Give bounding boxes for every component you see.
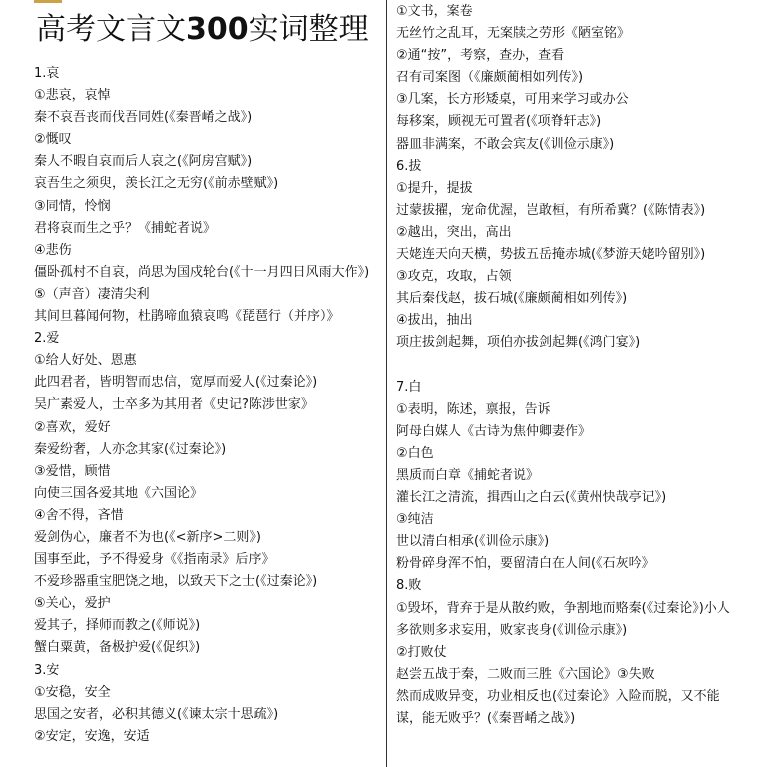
text-line: ①毁坏，背弃于是从散约败，争割地而赂秦(《过秦论》)小人多欲则多求妄用，败家丧身(《训俭示康》) <box>396 600 730 638</box>
text-line: 然而成败异变，功业相反也(《过秦论》入险而脱，又不能谋，能无败乎？(《秦晋崤之战》) <box>396 688 720 726</box>
text-line: 向使三国各爱其地《六国论》 <box>34 485 204 501</box>
text-line: 6.拔 <box>396 158 422 174</box>
text-line: ③同情，怜悯 <box>34 198 111 214</box>
text-line: 器皿非满案，不敢会宾友(《训俭示康》) <box>396 136 615 152</box>
text-line: 灌长江之清流，揖西山之白云(《黄州快哉亭记》) <box>396 490 667 506</box>
text-line: 世以清白相承(《训俭示康》) <box>396 534 550 550</box>
text-line: 其间旦暮闻何物，杜鹃啼血猿哀鸣《琵琶行（并序）》 <box>34 309 340 325</box>
text-line: 秦爱纷奢，人亦念其家(《过秦论》) <box>34 441 227 457</box>
text-line: 7.白 <box>396 379 422 395</box>
title-suffix: 实词整理 <box>248 12 369 47</box>
blank-line <box>396 355 738 377</box>
header-accent-mark <box>34 0 62 3</box>
text-line: 项庄拔剑起舞，项伯亦拔剑起舞(《鸿门宴》) <box>396 335 641 351</box>
text-line: ②安定，安逸，安适 <box>34 728 150 744</box>
page-title <box>36 10 369 50</box>
text-line: 3.安 <box>34 662 60 678</box>
text-line: ④悲伤 <box>34 242 72 258</box>
text-line: ②慨叹 <box>34 132 72 148</box>
left-column <box>34 63 380 748</box>
text-line: 其后秦伐赵，拔石城(《廉颇蔺相如列传》) <box>396 291 628 307</box>
text-line: 僵卧孤村不自哀，尚思为国戍轮台(《十一月四日风雨大作》) <box>34 264 370 280</box>
text-line: 国事至此，予不得爱身《《指南录》后序》 <box>34 552 275 568</box>
text-line: ①提升，提拔 <box>396 180 473 196</box>
text-line: ②通“按”，考察，查办，查看 <box>396 48 565 64</box>
text-line: ②打败仗 <box>396 644 447 660</box>
text-line: 此四君者，皆明智而忠信，宽厚而爱人(《过秦论》) <box>34 375 318 391</box>
text-line: 召有司案图（《廉颇蔺相如列传》) <box>396 70 584 86</box>
text-line: 秦不哀吾丧而伐吾同姓(《秦晋崤之战》) <box>34 110 253 126</box>
text-line: ③攻克，攻取，占领 <box>396 269 512 285</box>
text-line: ①文书，案卷 <box>396 4 473 19</box>
text-line: ⑤关心，爱护 <box>34 596 111 612</box>
text-line: 粉骨碎身浑不怕，要留清白在人间(《石灰吟》 <box>396 556 655 572</box>
text-line: 阿母白媒人《古诗为焦仲卿妻作》 <box>396 423 592 439</box>
title-prefix: 高考文言文 <box>36 12 186 47</box>
text-line: 1.哀 <box>34 66 60 81</box>
text-line: ①给人好处、恩惠 <box>34 353 137 369</box>
text-line: 8.败 <box>396 578 422 594</box>
title-number: 300 <box>186 12 249 47</box>
text-line: ③纯洁 <box>396 512 434 528</box>
text-line: 每移案，顾视无可置者(《项脊轩志》) <box>396 114 602 130</box>
text-line: 天姥连天向天横，势拔五岳掩赤城(《梦游天姥吟留别》) <box>396 247 706 263</box>
text-line: ③几案，长方形矮桌，可用来学习或办公 <box>396 92 629 108</box>
text-line: ⑤（声音）凄清尖利 <box>34 286 150 302</box>
text-line: 秦人不暇自哀而后人哀之(《阿房宫赋》) <box>34 154 253 170</box>
text-line: 过蒙拔擢，宠命优渥，岂敢桓，有所希冀？(《陈情表》) <box>396 202 706 218</box>
text-line: ②白色 <box>396 445 434 461</box>
text-line: ③爱惜，顾惜 <box>34 463 111 479</box>
text-line: ①悲哀，哀悼 <box>34 88 111 104</box>
text-line: 蟹白粟黄，备极护爱(《促织》) <box>34 640 201 656</box>
text-line: 无丝竹之乱耳，无案牍之劳形《陋室铭》 <box>396 26 631 42</box>
text-line: ④舍不得，吝惜 <box>34 507 124 523</box>
text-line: ①安稳，安全 <box>34 684 111 700</box>
text-line: 赵尝五战于秦，二败而三胜《六国论》③失败 <box>396 666 655 682</box>
text-line: 哀吾生之须臾，羡长江之无穷(《前赤壁赋》) <box>34 176 279 192</box>
text-line: 爱剑伪心，廉者不为也(《<新序>二则》) <box>34 529 261 545</box>
text-line: 爱其子，择师而教之(《师说》) <box>34 618 201 634</box>
column-divider <box>386 0 387 767</box>
text-line: 思国之安者，必积其德义(《谏太宗十思疏》) <box>34 706 279 722</box>
text-line: ②越出，突出，高出 <box>396 224 512 240</box>
text-line: 吴广素爱人，士卒多为其用者《史记?陈涉世家》 <box>34 397 314 413</box>
text-line: ④拔出，抽出 <box>396 313 473 329</box>
right-column <box>396 1 738 730</box>
text-line: 2.爱 <box>34 331 60 347</box>
text-line: 君将哀而生之乎？《捕蛇者说》 <box>34 220 217 236</box>
text-line: ②喜欢，爱好 <box>34 419 111 435</box>
text-line: 不爱珍器重宝肥饶之地，以致天下之士(《过秦论》) <box>34 574 318 590</box>
text-line: ①表明，陈述，禀报，告诉 <box>396 401 551 417</box>
text-line: 黑质而白章《捕蛇者说》 <box>396 467 540 483</box>
